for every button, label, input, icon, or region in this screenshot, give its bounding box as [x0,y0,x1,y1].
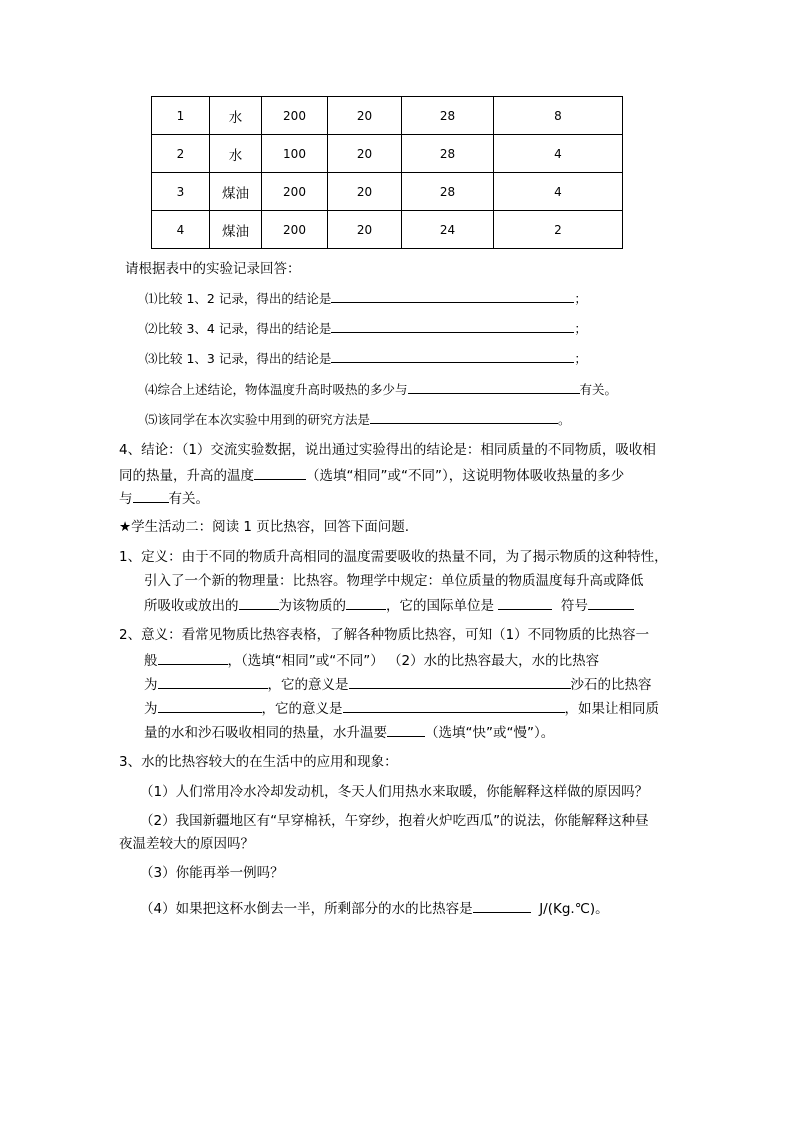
cell-mass: 200 [262,97,328,135]
application-question-4 [140,898,609,919]
application-question-2-line-2: 夜温差较大的原因吗？ [119,836,254,852]
definition-line-1: 1、定义：由于不同的物质升高相同的温度需要吸收的热量不同，为了揭示物质的这种特性， [119,549,668,565]
question-3-end: ； [574,351,587,366]
answer-blank[interactable] [349,674,571,689]
meaning-text: ，它的意义是 [267,677,349,693]
conclusion-text: 同的热量，升高的温度 [119,468,254,484]
question-1 [145,288,587,309]
conclusion-line-2 [119,465,624,486]
conclusion-line-3 [119,488,209,509]
definition-line-2: 引入了一个新的物理量：比热容。物理学中规定：单位质量的物质温度每升高或降低 [144,573,644,589]
activity-2-title: ★学生活动二：阅读 1 页比热容，回答下面问题. [119,519,410,535]
question-3 [145,348,587,369]
answer-blank[interactable] [343,698,565,713]
meaning-text: 为 [144,677,158,693]
cell-mass: 200 [262,173,328,211]
cell-initial-temp: 20 [328,97,402,135]
meaning-text: 量的水和沙石吸收相同的热量，水升温要 [144,725,387,741]
cell-final-temp: 28 [402,135,494,173]
question-3-text: ⑶比较 1、3 记录，得出的结论是 [145,351,332,366]
question-2-end: ； [574,321,587,336]
answer-blank[interactable] [346,595,386,610]
definition-line-3 [144,595,634,616]
answer-blank[interactable] [588,595,634,610]
definition-text: 为该物质的 [278,598,346,614]
answer-blank[interactable] [473,898,531,913]
conclusion-line-1: 4、结论：（1）交流实验数据，说出通过实验得出的结论是：相同质量的不同物质，吸收相 [119,442,656,458]
question-5-text: ⑸该同学在本次实验中用到的研究方法是 [145,412,371,427]
cell-index: 4 [152,211,210,249]
application-title: 3、水的比热容较大的在生活中的应用和现象： [119,754,398,770]
table-row [152,97,623,135]
cell-index: 3 [152,173,210,211]
meaning-text: ，（选填“相同”或“不同”） （2）水的比热容最大，水的比热容 [227,653,600,669]
cell-final-temp: 28 [402,173,494,211]
application-question-1: （1）人们常用冷水冷却发动机，冬天人们用热水来取暖，你能解释这样做的原因吗？ [140,784,649,800]
cell-substance: 煤油 [210,173,262,211]
questions-intro: 请根据表中的实验记录回答： [125,261,301,277]
meaning-line-4 [144,698,659,719]
definition-text: 所吸收或放出的 [144,598,239,614]
answer-blank[interactable] [370,409,558,424]
question-4-end: 有关。 [579,382,618,397]
question-4-text: ⑷综合上述结论，物体温度升高时吸热的多少与 [145,382,408,397]
application-text: （4）如果把这杯水倒去一半，所剩部分的水的比热容是 [140,901,473,917]
table-row [152,211,623,249]
definition-text: 符号 [560,598,588,614]
answer-blank[interactable] [239,595,279,610]
meaning-text: ，如果让相同质 [564,701,659,717]
cell-substance: 煤油 [210,211,262,249]
cell-initial-temp: 20 [328,173,402,211]
answer-blank[interactable] [254,465,306,480]
cell-initial-temp: 20 [328,211,402,249]
meaning-text: （选填“快”或“慢”）。 [425,725,555,741]
question-1-text: ⑴比较 1、2 记录，得出的结论是 [145,291,332,306]
cell-time: 8 [494,97,623,135]
meaning-text: 沙石的比热容 [570,677,652,693]
table-row [152,135,623,173]
question-5-end: 。 [558,412,571,427]
answer-blank[interactable] [158,674,268,689]
answer-blank[interactable] [158,650,228,665]
answer-blank[interactable] [408,379,580,394]
meaning-line-2 [144,650,599,671]
experiment-table [151,96,623,249]
cell-final-temp: 28 [402,97,494,135]
application-unit: J/(Kg.℃)。 [539,901,609,917]
question-4 [145,379,617,400]
answer-blank[interactable] [331,288,574,303]
conclusion-text: 有关。 [168,491,209,507]
meaning-text: 为 [144,701,158,717]
application-question-3: （3）你能再举一例吗？ [140,865,284,881]
answer-blank[interactable] [498,595,552,610]
cell-time: 4 [494,135,623,173]
table-row [152,173,623,211]
question-2-text: ⑵比较 3、4 记录，得出的结论是 [145,321,332,336]
application-question-2-line-1: （2）我国新疆地区有“早穿棉袄，午穿纱，抱着火炉吃西瓜”的说法，你能解释这种昼 [140,813,649,829]
cell-time: 2 [494,211,623,249]
answer-blank[interactable] [387,722,425,737]
cell-final-temp: 24 [402,211,494,249]
definition-text: ，它的国际单位是 [386,598,494,614]
cell-initial-temp: 20 [328,135,402,173]
meaning-text: 般 [144,653,158,669]
meaning-line-3 [144,674,652,695]
cell-substance: 水 [210,135,262,173]
answer-blank[interactable] [331,318,574,333]
answer-blank[interactable] [133,488,169,503]
question-1-end: ； [574,291,587,306]
cell-substance: 水 [210,97,262,135]
meaning-text: ，它的意义是 [261,701,343,717]
question-5 [145,409,571,430]
cell-index: 1 [152,97,210,135]
conclusion-text: （选填“相同”或“不同”），这说明物体吸收热量的多少 [306,468,625,484]
cell-mass: 100 [262,135,328,173]
question-2 [145,318,587,339]
meaning-line-5 [144,722,554,743]
conclusion-text: 与 [119,491,133,507]
answer-blank[interactable] [331,348,574,363]
answer-blank[interactable] [158,698,262,713]
cell-index: 2 [152,135,210,173]
cell-mass: 200 [262,211,328,249]
meaning-line-1: 2、意义：看常见物质比热容表格，了解各种物质比热容，可知（1）不同物质的比热容一 [119,627,650,643]
cell-time: 4 [494,173,623,211]
